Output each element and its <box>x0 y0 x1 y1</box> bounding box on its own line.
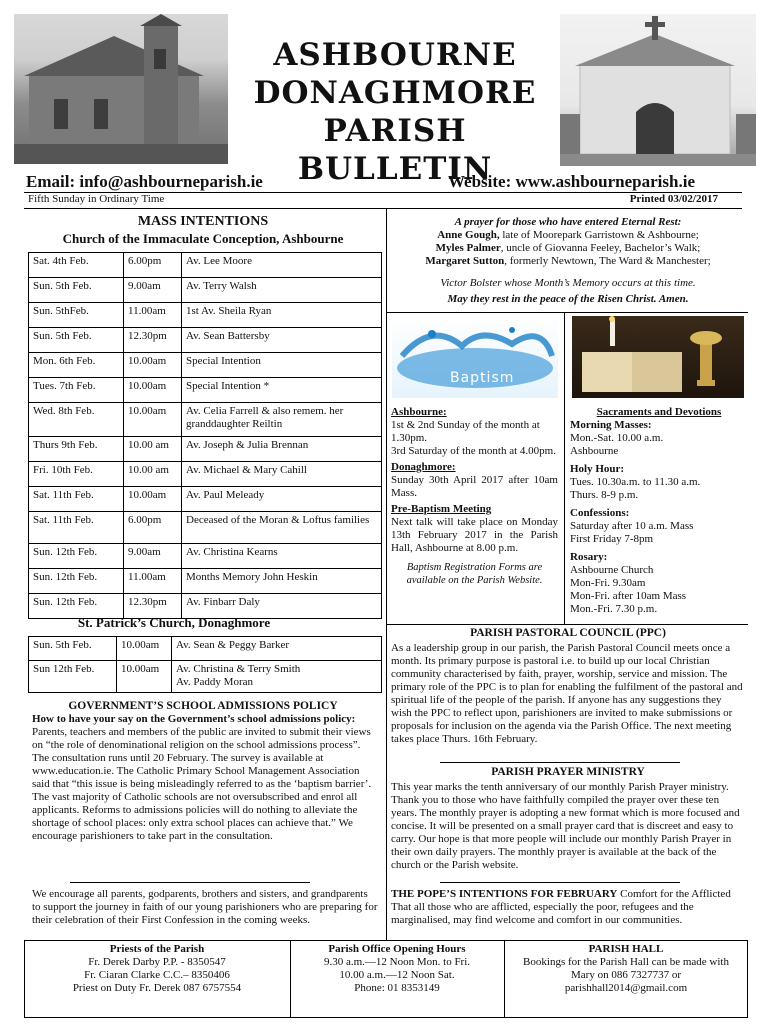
divider <box>440 882 680 883</box>
morning-masses-label: Morning Masses: <box>570 419 652 431</box>
divider <box>386 312 748 313</box>
mass-intention: Av. Sean & Peggy Barker <box>172 637 382 661</box>
title-line-3: PARISH BULLETIN <box>297 113 493 187</box>
holy-hour-label: Holy Hour: <box>570 463 625 475</box>
gov-body: Parents, teachers and members of the public are invited to submit their views on “the role of denominational religion on the school admissions process”. The consultation runs until 20 February. The survey is available at www.education.ie. The Catholic Primary School Management Association said that “this issue is being misleadingly referred to as the ‘baptism barrier’. The vast majority of Catholic schools are not oversubscribed and enrol all applicants. Reforms to admissions policies will do nothing to alleviate the shortage of school places: only extra school places can achieve that.” We encourage parishioners to take part in the consultation. <box>32 726 372 842</box>
baptism-image-label: Baptism <box>450 370 515 386</box>
mass-time: 6.00pm <box>124 253 182 278</box>
mass-heading: MASS INTENTIONS <box>137 214 269 229</box>
mass-date: Sun. 12th Feb. <box>29 594 124 619</box>
church2-heading: St. Patrick’s Church, Donaghmore <box>77 615 271 630</box>
mass-time: 6.00pm <box>124 512 182 544</box>
rosary-label: Rosary: <box>570 551 608 563</box>
mass-intention: Special Intention * <box>182 378 382 403</box>
mass-intention: Av. Christina Kearns <box>182 544 382 569</box>
holy-hour: Tues. 10.30a.m. to 11.30 a.m. Thurs. 8-9 p.m. <box>570 476 701 501</box>
donaghmore-baptism: Sunday 30th April 2017 after 10am Mass. <box>391 474 558 499</box>
mass-date: Sun. 5th Feb. <box>29 637 117 661</box>
mass-date: Sun. 5th Feb. <box>29 278 124 303</box>
baptism-image <box>392 316 558 398</box>
divider <box>386 624 748 625</box>
ashbourne-baptism: 1st & 2nd Sunday of the month at 1.30pm. 3rd Saturday of the month at 4.00pm. <box>391 419 556 457</box>
mass-row <box>29 328 382 353</box>
mass-row <box>29 303 382 328</box>
website-line[interactable]: Website: www.ashbourneparish.ie <box>448 172 695 191</box>
mass-table-donaghmore <box>28 636 382 693</box>
mass-intention: Special Intention <box>182 353 382 378</box>
mass-date: Sat. 11th Feb. <box>29 487 124 512</box>
pope-body: Comfort for the Afflicted That all those who are afflicted, especially the poor, refugees and the marginalised, may find welcome and comfort in our communities. <box>391 888 731 926</box>
mass-intention: Av. Celia Farrell & also remem. her granddaughter Reiltin <box>182 403 382 437</box>
mass-time: 12.30pm <box>124 328 182 353</box>
mass-row <box>29 661 382 693</box>
column-divider <box>386 208 387 940</box>
ashbourne-church-photo <box>14 14 228 164</box>
mass-date: Sun. 5thFeb. <box>29 303 124 328</box>
mass-row <box>29 569 382 594</box>
divider <box>70 882 310 883</box>
mass-time: 11.00am <box>124 569 182 594</box>
footer-priests <box>26 943 288 1013</box>
mass-date: Sun. 12th Feb. <box>29 544 124 569</box>
mass-row <box>29 487 382 512</box>
mass-date: Sat. 4th Feb. <box>29 253 124 278</box>
pope-heading: THE POPE’S INTENTIONS FOR FEBRUARY <box>391 888 618 900</box>
priests-list: Fr. Derek Darby P.P. - 8350547 Fr. Ciaran Clarke C.C.– 8350406 Priest on Duty Fr. Derek 087 6757554 <box>72 956 242 994</box>
subheader-bar <box>24 192 742 209</box>
footer-divider <box>504 940 505 1017</box>
ppc-body: As a leadership group in our parish, the Parish Pastoral Council meets once a month. Its primary purpose is pastoral i.e. to build up our local Christian community characterised by faith, prayer, worship, service and mission. The primary role of the PPC is to plan for enabling the fulfilment of the pastoral and spiritual life of the people of the parish. If anyone has any suggestions they wish the PPC to reflect upon, parishioners are invited to make submissions or proposals for inclusion on the agenda via the Parish Office. The next meeting takes place Thurs. 16th February. <box>391 642 743 745</box>
footer-office <box>292 943 502 1013</box>
mass-row <box>29 353 382 378</box>
sunday-label: Fifth Sunday in Ordinary Time <box>28 193 165 205</box>
mass-date: Fri. 10th Feb. <box>29 462 124 487</box>
mass-time: 9.00am <box>124 278 182 303</box>
mass-intention: Av. Paul Meleady <box>182 487 382 512</box>
office-hours: 9.30 a.m.—12 Noon Mon. to Fri. 10.00 a.m.—12 Noon Sat. Phone: 01 8353149 <box>323 956 471 994</box>
donaghmore-label: Donaghmore: <box>391 461 456 473</box>
mass-time: 9.00am <box>124 544 182 569</box>
deceased-name: Margaret Sutton <box>425 255 505 267</box>
email-line[interactable]: Email: info@ashbourneparish.ie <box>26 172 263 191</box>
prayer-section <box>392 216 744 306</box>
mass-row <box>29 437 382 462</box>
mass-time: 10.00am <box>124 403 182 437</box>
rest-line: May they rest in the peace of the Risen Christ. Amen. <box>447 293 689 305</box>
mass-intention: Av. Joseph & Julia Brennan <box>182 437 382 462</box>
gov-subheading: How to have your say on the Government’s school admissions policy: <box>32 713 356 725</box>
pre-baptism-label: Pre-Baptism Meeting <box>391 503 492 515</box>
baptism-section <box>391 406 558 587</box>
rosary: Ashbourne Church Mon-Fri. 9.30am Mon-Fri. after 10am Mass Mon.-Fri. 7.30 p.m. <box>570 564 687 615</box>
morning-masses: Mon.-Sat. 10.00 a.m. Ashbourne <box>570 432 664 457</box>
church1-heading: Church of the Immaculate Conception, Ashbourne <box>62 231 344 246</box>
footer-hall <box>508 943 744 1013</box>
mass-intention: Av. Christina & Terry Smith Av. Paddy Moran <box>172 661 382 693</box>
mass-row <box>29 403 382 437</box>
hall-heading: PARISH HALL <box>588 943 664 955</box>
title-line-2: DONAGHMORE <box>253 75 537 111</box>
mass-time: 10.00 am <box>124 462 182 487</box>
deceased-name: Myles Palmer <box>435 242 501 254</box>
mass-intention: Av. Michael & Mary Cahill <box>182 462 382 487</box>
printed-date: Printed 03/02/2017 <box>629 193 718 205</box>
mass-date: Mon. 6th Feb. <box>29 353 124 378</box>
mass-row <box>29 278 382 303</box>
deceased-detail: , uncle of Giovanna Feeley, Bachelor’s Walk; <box>500 242 701 254</box>
mass-time: 12.30pm <box>124 594 182 619</box>
mass-table-ashbourne <box>28 252 382 619</box>
ashbourne-label: Ashbourne: <box>391 406 447 418</box>
hall-bookings: Bookings for the Parish Hall can be made with Mary on 086 7327737 or parishhall2014@gmail.com <box>523 956 729 994</box>
sacraments-image <box>572 316 744 398</box>
mass-row <box>29 253 382 278</box>
mass-time: 10.00 am <box>124 437 182 462</box>
months-memory: Victor Bolster whose Month’s Memory occurs at this time. <box>440 277 696 289</box>
mass-intention: Av. Finbarr Daly <box>182 594 382 619</box>
mass-date: Thurs 9th Feb. <box>29 437 124 462</box>
title-line-1: ASHBOURNE <box>273 37 517 73</box>
mass-date: Tues. 7th Feb. <box>29 378 124 403</box>
mass-intention: 1st Av. Sheila Ryan <box>182 303 382 328</box>
footer-divider <box>290 940 291 1017</box>
mass-date: Sun. 12th Feb. <box>29 569 124 594</box>
gov-heading: GOVERNMENT’S SCHOOL ADMISSIONS POLICY <box>68 700 338 712</box>
mass-intention: Av. Sean Battersby <box>182 328 382 353</box>
mass-time: 10.00am <box>124 487 182 512</box>
mass-row <box>29 462 382 487</box>
confessions-label: Confessions: <box>570 507 630 519</box>
mass-intention: Deceased of the Moran & Loftus families <box>182 512 382 544</box>
mass-date: Sun. 5th Feb. <box>29 328 124 353</box>
deceased-name: Anne Gough, <box>437 229 500 241</box>
confession-text: We encourage all parents, godparents, brothers and sisters, and grandparents to support the journey in faith of our young parishioners who are preparing for their celebration of their First Confession in the coming weeks. <box>32 888 378 926</box>
priests-heading: Priests of the Parish <box>109 943 205 955</box>
mass-time: 11.00am <box>124 303 182 328</box>
sacraments-section <box>570 406 748 616</box>
ministry-body: This year marks the tenth anniversary of our monthly Parish Prayer ministry. Thank you to those who have faithfully compiled the prayer over these ten years. The monthly prayer is adopting a new format which is more focused and concise. It will be presented on a small prayer card that is discreet and easy to carry. Our hope is that more people will include our monthly Parish Prayer in their own daily prayers. The monthly prayer is available at the back of the church or the Parish website. <box>391 781 740 871</box>
deceased-detail: late of Moorepark Garristown & Ashbourne; <box>499 229 699 241</box>
ppc-heading: PARISH PASTORAL COUNCIL (PPC) <box>470 627 666 639</box>
donaghmore-church-photo <box>560 14 756 166</box>
gov-section <box>32 713 378 843</box>
deceased-detail: , formerly Newtown, The Ward & Manchester; <box>504 255 711 267</box>
mass-date: Wed. 8th Feb. <box>29 403 124 437</box>
divider <box>440 762 680 763</box>
pope-section <box>391 888 745 927</box>
mass-intention: Months Memory John Heskin <box>182 569 382 594</box>
pre-baptism-text: Next talk will take place on Monday 13th February 2017 in the Parish Hall, Ashbourne at 8.00 p.m. <box>391 516 558 554</box>
bulletin-title <box>230 36 560 188</box>
prayer-heading: A prayer for those who have entered Eternal Rest: <box>454 216 682 228</box>
mass-intention: Av. Lee Moore <box>182 253 382 278</box>
confessions: Saturday after 10 a.m. Mass First Friday 7-8pm <box>570 520 694 545</box>
ministry-heading: PARISH PRAYER MINISTRY <box>491 766 645 778</box>
mass-time: 10.00am <box>117 661 172 693</box>
office-heading: Parish Office Opening Hours <box>328 943 466 955</box>
mass-time: 10.00am <box>124 353 182 378</box>
column-divider <box>564 312 565 624</box>
mass-date: Sun 12th Feb. <box>29 661 117 693</box>
mass-intention: Av. Terry Walsh <box>182 278 382 303</box>
mass-row <box>29 637 382 661</box>
registration-forms: Baptism Registration Forms are available on the Parish Website. <box>406 562 543 586</box>
mass-row <box>29 512 382 544</box>
mass-date: Sat. 11th Feb. <box>29 512 124 544</box>
mass-row <box>29 378 382 403</box>
mass-time: 10.00am <box>117 637 172 661</box>
mass-row <box>29 544 382 569</box>
mass-time: 10.00am <box>124 378 182 403</box>
sacraments-heading: Sacraments and Devotions <box>596 406 722 418</box>
